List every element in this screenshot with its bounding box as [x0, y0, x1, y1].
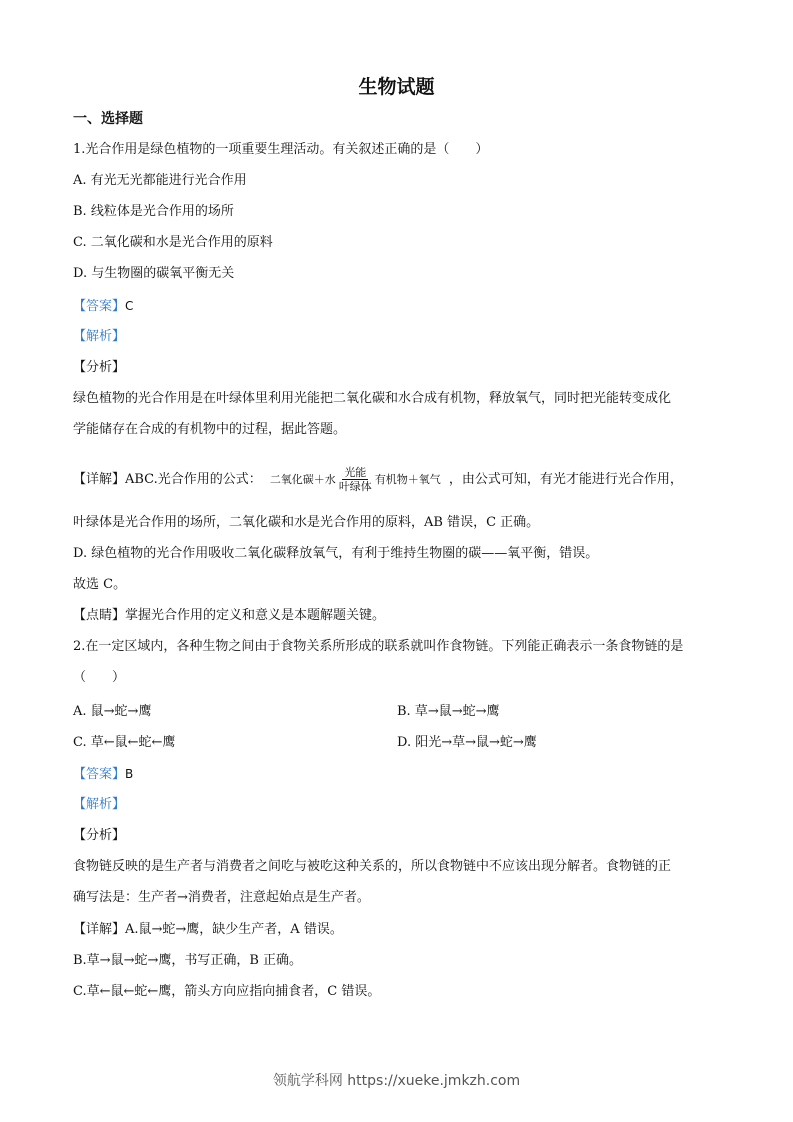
formula-condition-top: 光能	[344, 466, 367, 479]
photosynthesis-formula	[270, 466, 441, 493]
q2-analysis-line1: 食物链反映的是生产者与消费者之间吃与被吃这种关系的，所以食物链中不应该出现分解者。食物链的正	[73, 859, 672, 874]
q1-detail-formula-line	[73, 466, 683, 493]
footer-watermark: 领航学科网 https://xueke.jmkzh.com	[272, 1073, 521, 1089]
answer-label: 【答案】	[73, 767, 126, 782]
q2-analysis-line2: 确写法是：生产者→消费者，注意起始点是生产者。	[73, 890, 370, 905]
answer-label: 【答案】	[73, 299, 126, 314]
q1-option-d: D. 与生物圈的碳氧平衡无关	[73, 266, 235, 281]
q1-detail-line3: D. 绿色植物的光合作用吸收二氧化碳释放氧气，有利于维持生物圈的碳——氧平衡，错误。	[73, 546, 599, 561]
q2-detail-line1: 【详解】A.鼠→蛇→鹰，缺少生产者，A 错误。	[73, 922, 343, 937]
q1-option-c: C. 二氧化碳和水是光合作用的原料	[73, 235, 273, 250]
formula-condition	[337, 466, 374, 493]
q1-option-a: A. 有光无光都能进行光合作用	[73, 173, 247, 188]
q1-tip: 【点睛】掌握光合作用的定义和意义是本题解题关键。	[73, 608, 386, 623]
q1-option-b: B. 线粒体是光合作用的场所	[73, 204, 234, 219]
page-title: 生物试题	[358, 76, 435, 98]
q2-fenxi-label: 【分析】	[73, 828, 126, 843]
q2-option-b: B. 草→鼠→蛇→鹰	[397, 704, 500, 719]
formula-products: 有机物＋氧气	[374, 472, 441, 486]
formula-reactants: 二氧化碳＋水	[269, 472, 336, 486]
q2-option-c: C. 草←鼠←蛇←鹰	[73, 735, 176, 750]
q2-stem-line1: 2.在一定区域内，各种生物之间由于食物关系所形成的联系就叫作食物链。下列能正确表示一条食物链的是	[73, 639, 684, 654]
q1-detail-line2: 叶绿体是光合作用的场所，二氧化碳和水是光合作用的原料，AB 错误，C 正确。	[73, 515, 540, 530]
answer-value: B	[125, 767, 134, 781]
q1-jiexi-label: 【解析】	[73, 329, 126, 344]
q1-fenxi-label: 【分析】	[73, 360, 126, 375]
formula-condition-bottom: 叶绿体	[338, 480, 372, 493]
section-heading: 一、选择题	[73, 111, 143, 127]
q2-jiexi-label: 【解析】	[73, 797, 126, 812]
q1-answer	[73, 297, 133, 316]
q2-option-d: D. 阳光→草→鼠→蛇→鹰	[397, 735, 537, 750]
q1-detail-suffix: ，由公式可知，有光才能进行光合作用，	[448, 471, 683, 487]
q1-analysis-line2: 学能储存在合成的有机物中的过程，据此答题。	[73, 422, 347, 437]
q2-stem-line2: （ ）	[73, 670, 126, 685]
q1-detail-line4: 故选 C。	[73, 577, 127, 592]
q2-detail-line3: C.草←鼠←蛇←鹰，箭头方向应指向捕食者，C 错误。	[73, 984, 381, 999]
q1-analysis-line1: 绿色植物的光合作用是在叶绿体里利用光能把二氧化碳和水合成有机物，释放氧气，同时把光能转变成化	[73, 391, 672, 406]
q2-detail-line2: B.草→鼠→蛇→鹰，书写正确，B 正确。	[73, 953, 303, 968]
q1-stem: 1.光合作用是绿色植物的一项重要生理活动。有关叙述正确的是（ ）	[73, 142, 489, 157]
q1-detail-prefix: 【详解】ABC.光合作用的公式：	[73, 471, 262, 487]
q2-option-a: A. 鼠→蛇→鹰	[73, 704, 152, 719]
q2-answer	[73, 765, 133, 784]
answer-value: C	[125, 299, 134, 313]
